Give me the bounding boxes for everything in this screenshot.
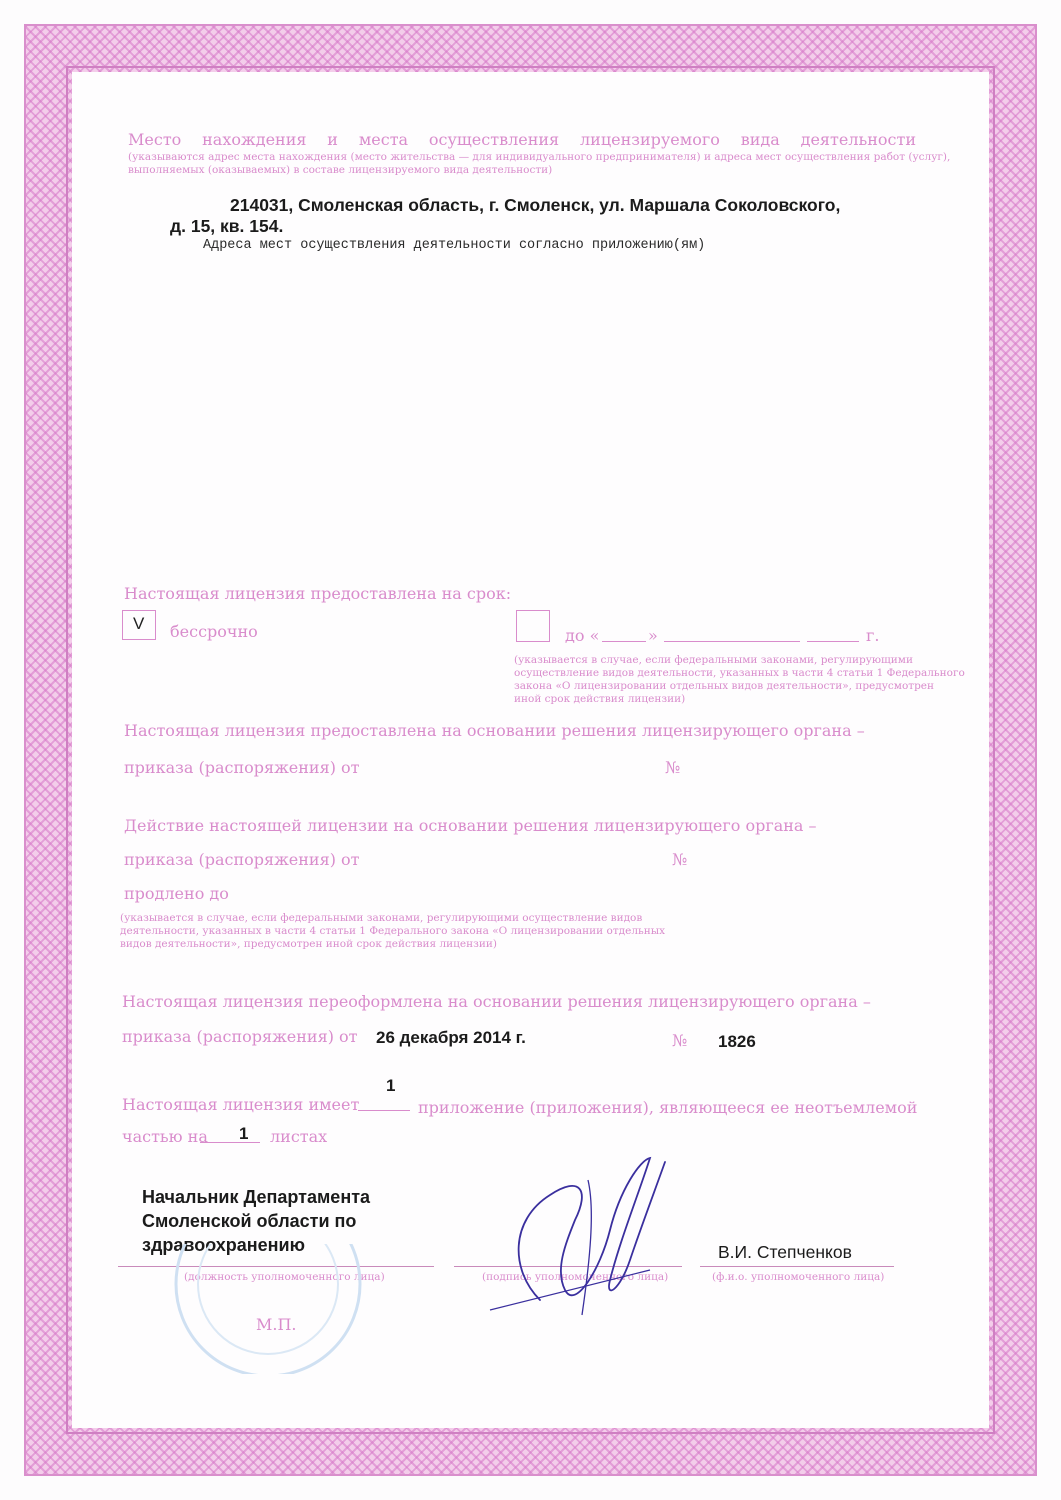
position-caption: (должность уполномоченного лица) [184, 1271, 385, 1283]
appendix-count: 1 [386, 1076, 396, 1095]
until-year-line [807, 641, 859, 642]
stamp-place: М.П. [256, 1315, 297, 1334]
term-note-line1: (указывается в случае, если федеральными законами, регулирующими [514, 654, 913, 666]
unlimited-label: бессрочно [170, 622, 258, 641]
handwritten-signature [470, 1150, 690, 1325]
basis-line1: Настоящая лицензия предоставлена на основании решения лицензирующего органа – [124, 721, 865, 740]
until-day-line [602, 641, 646, 642]
until-year-suffix: г. [866, 626, 880, 645]
term-note-line3: закона «О лицензировании отдельных видов деятельности», предусмотрен [514, 680, 935, 692]
extension-line2: приказа (распоряжения) от [124, 850, 360, 869]
section-title: Место нахождения и места осуществления лицензируемого вида деятельности [128, 130, 916, 149]
reissue-line2: приказа (распоряжения) от [122, 1027, 358, 1046]
basis-line2: приказа (распоряжения) от [124, 758, 360, 777]
term-label: Настоящая лицензия предоставлена на срок: [124, 584, 512, 603]
name-caption: (ф.и.о. уполномоченного лица) [712, 1271, 885, 1283]
until-close: » [648, 626, 658, 645]
address-line1: 214031, Смоленская область, г. Смоленск, ул. Маршала Соколовского, [230, 195, 841, 215]
until-prefix: до « [565, 626, 600, 645]
appendix-count-line [358, 1110, 410, 1111]
extension-note-line1: (указывается в случае, если федеральными законами, регулирующими осуществление видов [120, 912, 643, 924]
extension-number-sign: № [672, 850, 688, 869]
reissue-number-sign: № [672, 1031, 688, 1050]
basis-number-sign: № [665, 758, 681, 777]
checkbox-mark: V [133, 614, 145, 633]
appendix-line1-prefix: Настоящая лицензия имеет [122, 1095, 360, 1114]
header-note-line2: выполняемых (оказываемых) в составе лицензируемого вида деятельности) [128, 164, 553, 176]
until-month-line [664, 641, 800, 642]
reissue-number: 1826 [718, 1032, 756, 1051]
appendix-sheets: 1 [239, 1124, 249, 1143]
position-line2: Смоленской области по [142, 1211, 357, 1231]
header-note-line1: (указываются адрес места нахождения (место жительства — для индивидуального предпринимателя) и адреса мест осуществления работ (услуг), [128, 151, 951, 163]
signature-caption: (подпись уполномоченного лица) [482, 1271, 669, 1283]
signer-name: В.И. Степченков [718, 1242, 852, 1262]
unlimited-checkbox[interactable] [122, 610, 156, 640]
address-line3: Адреса мест осуществления деятельности согласно приложению(ям) [203, 238, 706, 253]
extension-note-line3: видов деятельности», предусмотрен иной срок действия лицензии) [120, 938, 497, 950]
until-checkbox[interactable] [516, 610, 550, 642]
extension-line1: Действие настоящей лицензии на основании решения лицензирующего органа – [124, 816, 817, 835]
term-note-line4: иной срок действия лицензии) [514, 693, 686, 705]
appendix-line1-suffix: приложение (приложения), являющееся ее неотъемлемой [418, 1098, 918, 1117]
reissue-date: 26 декабря 2014 г. [376, 1028, 526, 1047]
appendix-line2-prefix: частью на [122, 1127, 208, 1146]
official-stamp [128, 1244, 378, 1374]
reissue-line1: Настоящая лицензия переоформлена на основании решения лицензирующего органа – [122, 992, 871, 1011]
extended-until: продлено до [124, 884, 229, 903]
extension-note-line2: деятельности, указанных в части 4 статьи 1 Федерального закона «О лицензировании отдельных [120, 925, 665, 937]
position-line1: Начальник Департамента [142, 1187, 371, 1207]
term-note-line2: осуществление видов деятельности, указанных в части 4 статьи 1 Федерального [514, 667, 965, 679]
appendix-sheets-line [200, 1142, 260, 1143]
appendix-line2-suffix: листах [270, 1127, 328, 1146]
position-line3: здравоохранению [142, 1235, 305, 1255]
name-line [700, 1266, 894, 1267]
address-line2: д. 15, кв. 154. [170, 216, 284, 236]
